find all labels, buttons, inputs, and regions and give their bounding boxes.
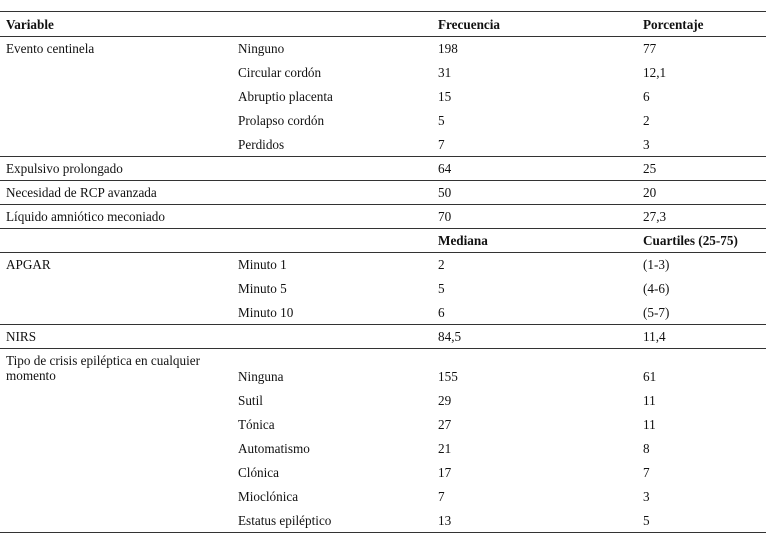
table-row: [0, 348, 770, 388]
table-body: [0, 36, 770, 532]
table-row: [0, 436, 770, 460]
data-table: [0, 0, 770, 32]
row-pct: 12,1: [643, 65, 667, 80]
row-freq: 7: [438, 137, 445, 152]
row-pct: 3: [643, 489, 650, 504]
subheader-cuartiles: Cuartiles (25-75): [643, 233, 738, 248]
row-pct: 61: [643, 369, 657, 384]
row-freq: 50: [438, 185, 452, 200]
row-label: Tipo de crisis epiléptica en cualquier momento: [6, 353, 200, 383]
subheader-row: [0, 228, 770, 252]
row-freq: 64: [438, 161, 452, 176]
table-row: [0, 180, 770, 204]
row-sub: Mioclónica: [238, 489, 299, 504]
row-sub: Circular cordón: [238, 65, 322, 80]
row-sub: Automatismo: [238, 441, 310, 456]
row-freq: 5: [438, 113, 445, 128]
table-row: [0, 36, 770, 60]
row-freq: 29: [438, 393, 452, 408]
row-sub: Minuto 1: [238, 257, 287, 272]
row-med: 5: [438, 281, 445, 296]
row-freq: 198: [438, 41, 458, 56]
table-row: [0, 60, 770, 84]
row-quartiles: (1-3): [643, 257, 670, 272]
row-sub: Estatus epiléptico: [238, 513, 332, 528]
row-med: 84,5: [438, 329, 462, 344]
table-row: [0, 156, 770, 180]
row-label: NIRS: [6, 329, 37, 344]
table-row: [0, 388, 770, 412]
subheader-mediana: Mediana: [438, 233, 488, 248]
table-row: [0, 412, 770, 436]
row-pct: 5: [643, 513, 650, 528]
row-freq: 21: [438, 441, 452, 456]
table-row: [0, 204, 770, 228]
row-label: Líquido amniótico meconiado: [6, 209, 165, 224]
row-freq: 15: [438, 89, 452, 104]
row-quartiles: (4-6): [643, 281, 670, 296]
row-sub: Prolapso cordón: [238, 113, 325, 128]
row-sub: Minuto 10: [238, 305, 294, 320]
row-freq: 13: [438, 513, 452, 528]
table-row: [0, 276, 770, 300]
row-freq: 7: [438, 489, 445, 504]
row-freq: 70: [438, 209, 452, 224]
header-variable: Variable: [6, 17, 54, 32]
row-sub: Ninguno: [238, 41, 285, 56]
row-pct: 11: [643, 393, 656, 408]
row-label: Necesidad de RCP avanzada: [6, 185, 157, 200]
row-pct: 2: [643, 113, 650, 128]
table-row: [0, 300, 770, 324]
row-pct: 7: [643, 465, 650, 480]
row-sub: Abruptio placenta: [238, 89, 333, 104]
row-med: 2: [438, 257, 445, 272]
rule: [0, 532, 766, 533]
row-label: Expulsivo prolongado: [6, 161, 123, 176]
row-label: APGAR: [6, 257, 51, 272]
table-row: [0, 252, 770, 276]
table-row: [0, 324, 770, 348]
row-freq: 27: [438, 417, 452, 432]
row-sub: Minuto 5: [238, 281, 287, 296]
row-quartiles: (5-7): [643, 305, 670, 320]
table-row: [0, 484, 770, 508]
table-row: [0, 132, 770, 156]
row-freq: 17: [438, 465, 452, 480]
header-frecuencia: Frecuencia: [438, 17, 501, 32]
row-pct: 11: [643, 417, 656, 432]
table-row: [0, 460, 770, 484]
row-pct: 25: [643, 161, 657, 176]
row-pct: 27,3: [643, 209, 667, 224]
header-porcentaje: Porcentaje: [643, 17, 704, 32]
row-pct: 3: [643, 137, 650, 152]
table-row: [0, 108, 770, 132]
row-sub: Ninguna: [238, 369, 284, 384]
row-freq: 155: [438, 369, 458, 384]
row-quartiles: 11,4: [643, 329, 666, 344]
row-sub: Clónica: [238, 465, 280, 480]
table-row: [0, 508, 770, 532]
row-pct: 8: [643, 441, 650, 456]
row-sub: Perdidos: [238, 137, 285, 152]
row-sub: Sutil: [238, 393, 263, 408]
row-pct: 20: [643, 185, 657, 200]
header-row: [0, 12, 770, 36]
row-pct: 77: [643, 41, 657, 56]
table-row: [0, 84, 770, 108]
row-label: Evento centinela: [6, 41, 95, 56]
row-freq: 31: [438, 65, 452, 80]
row-pct: 6: [643, 89, 650, 104]
row-med: 6: [438, 305, 445, 320]
row-sub: Tónica: [238, 417, 275, 432]
